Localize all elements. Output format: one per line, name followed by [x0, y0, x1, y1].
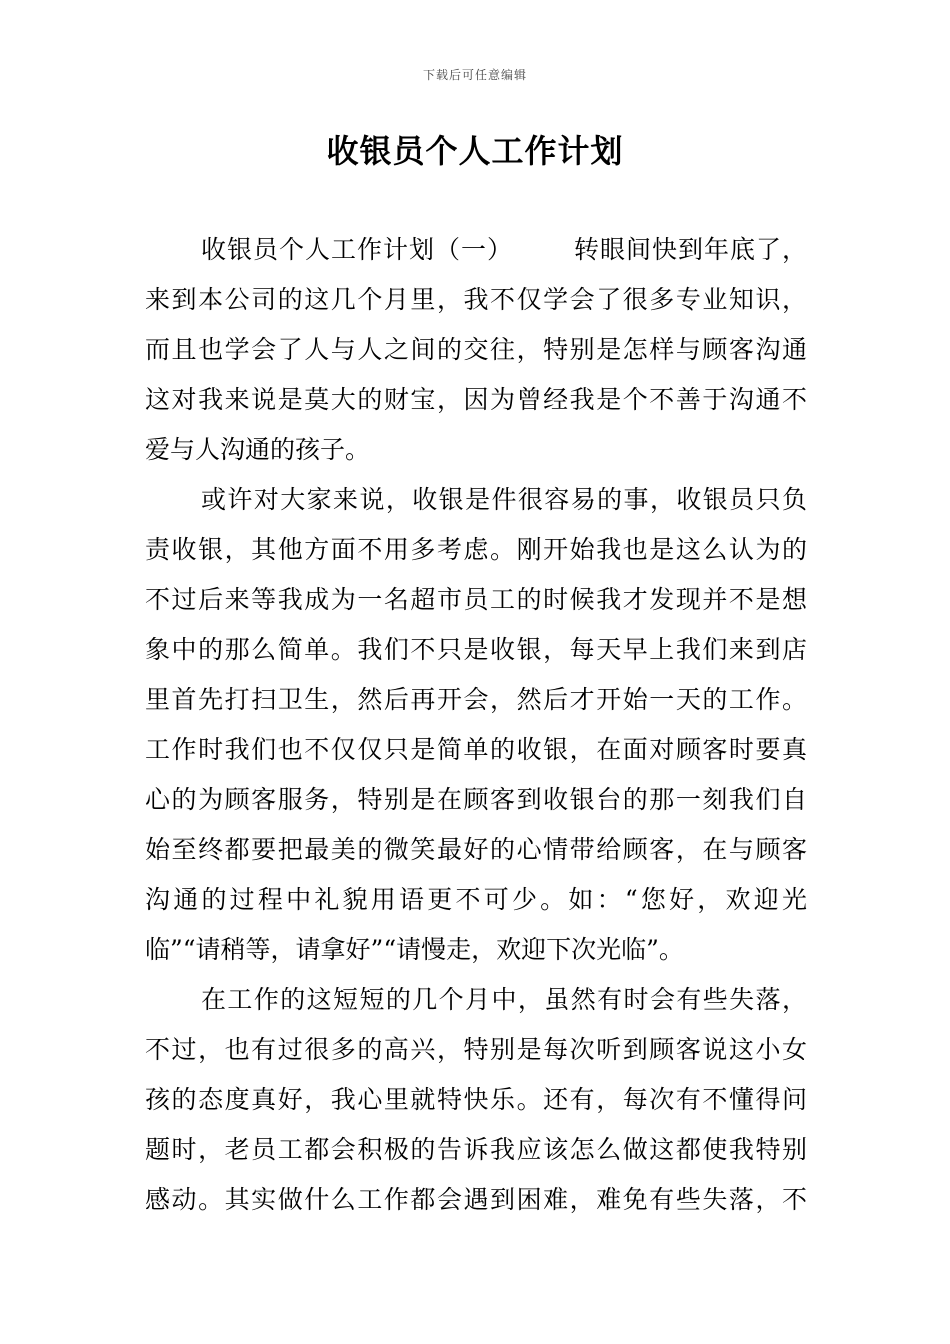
header-note: 下载后可任意编辑: [422, 68, 527, 82]
text-line: 责收银，其他方面不用多考虑。刚开始我也是这么认为的: [145, 535, 807, 564]
text-line: 爱与人沟通的孩子。: [145, 435, 371, 464]
text-line: 工作时我们也不仅仅只是简单的收银，在面对顾客时要真: [145, 735, 807, 764]
text-line: 或许对大家来说，收银是件很容易的事，收银员只负: [201, 485, 807, 514]
document-title: 收银员个人工作计划: [326, 132, 624, 170]
text-line: 题时，老员工都会积极的告诉我应该怎么做这都使我特别: [145, 1135, 807, 1164]
text-line: 在工作的这短短的几个月中，虽然有时会有些失落，: [201, 985, 807, 1014]
text-line: 心的为顾客服务，特别是在顾客到收银台的那一刻我们自: [145, 785, 807, 814]
text-line: 而且也学会了人与人之间的交往，特别是怎样与顾客沟通: [145, 335, 807, 364]
text-line: 孩的态度真好，我心里就特快乐。还有，每次有不懂得问: [145, 1085, 807, 1114]
text-line: [145, 225, 807, 275]
text-segment: 收银员个人工作计划（一）: [201, 235, 513, 264]
text-line: 临”“请稍等，请拿好”“请慢走，欢迎下次光临”。: [145, 935, 684, 964]
text-segment: 转眼间快到年底了，: [572, 235, 807, 264]
text-line: 来到本公司的这几个月里，我不仅学会了很多专业知识，: [145, 285, 807, 314]
text-line: 这对我来说是莫大的财宝，因为曾经我是个不善于沟通不: [145, 385, 807, 414]
text-line: 里首先打扫卫生，然后再开会，然后才开始一天的工作。: [145, 685, 807, 714]
text-line: 沟通的过程中礼貌用语更不可少。如：“您好，欢迎光: [145, 885, 807, 914]
text-line: 始至终都要把最美的微笑最好的心情带给顾客，在与顾客: [145, 835, 807, 864]
text-line: 象中的那么简单。我们不只是收银，每天早上我们来到店: [145, 635, 807, 664]
text-line: 不过，也有过很多的高兴，特别是每次听到顾客说这小女: [145, 1035, 807, 1064]
document-body: [145, 225, 807, 1225]
text-line: 不过后来等我成为一名超市员工的时候我才发现并不是想: [145, 585, 807, 614]
text-line: 感动。其实做什么工作都会遇到困难，难免有些失落，不: [145, 1185, 807, 1214]
